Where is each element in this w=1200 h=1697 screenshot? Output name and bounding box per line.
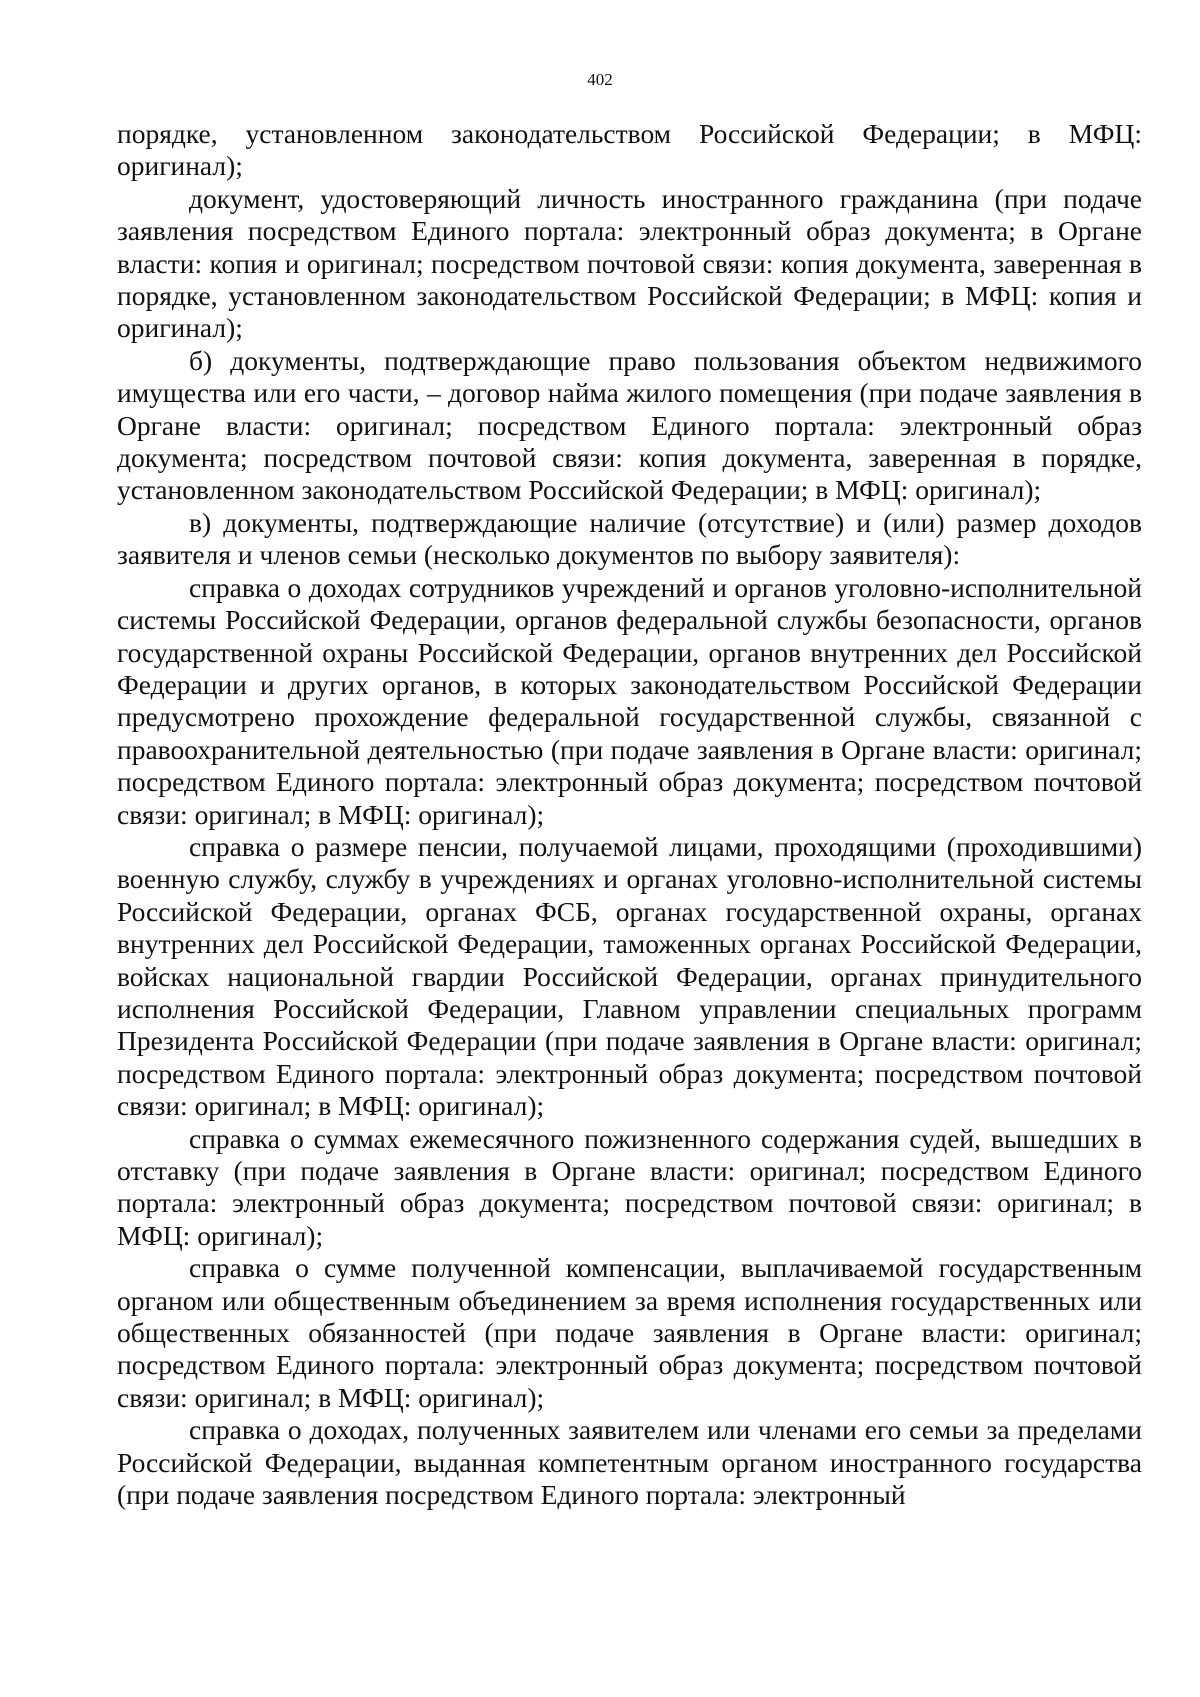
paragraph-foreign-income: справка о доходах, полученных заявителем или членами его семьи за пределами Российской Федерации, выданная компетентным органом иностранного государства (при подаче заявления посредством Единого портала: электронный — [117, 1414, 1142, 1511]
paragraph-judges-allowance: справка о суммах ежемесячного пожизненного содержания судей, вышедших в отставку (при подаче заявления в Органе власти: оригинал; посредством Единого портала: электронный образ документа; посредством почтовой связи: оригинал; в МФЦ: оригинал); — [117, 1122, 1142, 1251]
page-number: 402 — [587, 70, 613, 89]
paragraph-compensation-certificate: справка о сумме полученной компенсации, выплачиваемой государственным органом или общественным объединением за время исполнения государственных или общественных обязанностей (при подаче заявления в Органе власти: оригинал; посредством Единого портала: электронный образ документа; посредством почтовой связи: оригинал; в МФЦ: оригинал); — [117, 1252, 1142, 1413]
document-body — [117, 118, 1142, 1511]
paragraph-income-certificate-officers: справка о доходах сотрудников учреждений и органов уголовно-исполнительной системы Российской Федерации, органов федеральной службы безопасности, органов государственной охраны Российской Федерации, органов внутренних дел Российской Федерации и других органов, в которых законодательством Российской Федерации предусмотрено прохождение федеральной государственной службы, связанной с правоохранительной деятельностью (при подаче заявления в Органе власти: оригинал; посредством Единого портала: электронный образ документа; посредством почтовой связи: оригинал; в МФЦ: оригинал); — [117, 571, 1142, 830]
paragraph-continuation: порядке, установленном законодательством Российской Федерации; в МФЦ: оригинал); — [117, 118, 1142, 182]
paragraph-foreign-id: документ, удостоверяющий личность иностранного гражданина (при подаче заявления посредством Единого портала: электронный образ документа; в Органе власти: копия и оригинал; посредством почтовой связи: копия документа, заверенная в порядке, установленном законодательством Российской Федерации; в МФЦ: копия и оригинал); — [117, 182, 1142, 344]
paragraph-b-property-rights: б) документы, подтверждающие право пользования объектом недвижимого имущества или его части, – договор найма жилого помещения (при подаче заявления в Органе власти: оригинал; посредством Единого портала: электронный образ документа; посредством почтовой связи: копия документа, заверенная в порядке, установленном законодательством Российской Федерации; в МФЦ: оригинал); — [117, 344, 1142, 506]
paragraph-v-income-documents: в) документы, подтверждающие наличие (отсутствие) и (или) размер доходов заявителя и членов семьи (несколько документов по выбору заявителя): — [117, 506, 1142, 571]
paragraph-pension-certificate: справка о размере пенсии, получаемой лицами, проходящими (проходившими) военную службу, службу в учреждениях и органах уголовно-исполнительной системы Российской Федерации, органах ФСБ, органах государственной охраны, органах внутренних дел Российской Федерации, таможенных органах Российской Федерации, войсках национальной гвардии Российской Федерации, органах принудительного исполнения Российской Федерации, Главном управлении специальных программ Президента Российской Федерации (при подаче заявления в Органе власти: оригинал; посредством Единого портала: электронный образ документа; посредством почтовой связи: оригинал; в МФЦ: оригинал); — [117, 830, 1142, 1122]
